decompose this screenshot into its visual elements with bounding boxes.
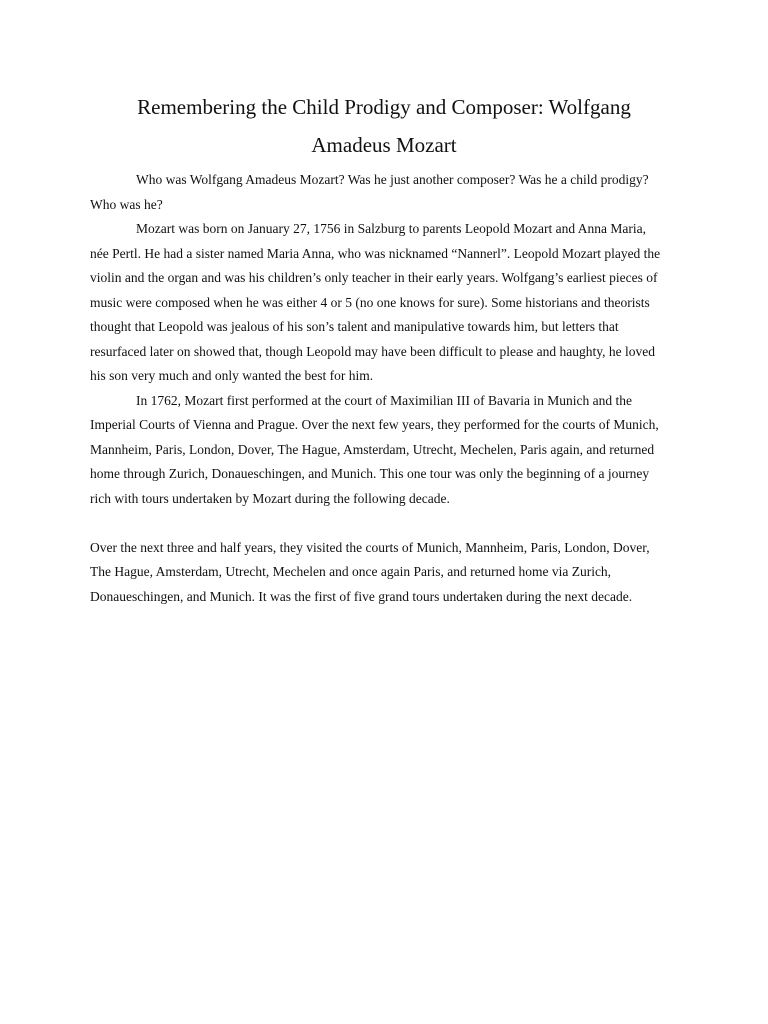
paragraph-line: resurfaced later on showed that, though Leopold may have been difficult to please and haughty, he loved (90, 343, 655, 359)
paragraph-line: Who was he? (90, 196, 163, 212)
paragraph (90, 168, 678, 217)
paragraph-line: home through Zurich, Donaueschingen, and Munich. This one tour was only the beginning of a journey (90, 466, 650, 481)
document-title (90, 88, 678, 164)
paragraph-line: violin and the organ and was his children’s only teacher in their early years. Wolfgang’s earliest pieces of (90, 270, 658, 285)
title-line: Remembering the Child Prodigy and Composer: Wolfgang (137, 95, 631, 119)
paragraph (90, 536, 678, 610)
paragraph-line: Imperial Courts of Vienna and Prague. Over the next few years, they performed for the courts of Munich, (90, 417, 659, 432)
paragraph-line: Who was Wolfgang Amadeus Mozart? Was he just another composer? Was he a child prodigy? (136, 172, 649, 187)
paragraph-line: his son very much and only wanted the best for him. (90, 368, 374, 383)
paragraph-line: thought that Leopold was jealous of his son’s talent and manipulative towards him, but letters that (90, 319, 619, 334)
paragraph-line: The Hague, Amsterdam, Utrecht, Mechelen and once again Paris, and returned home via Zurich, (90, 564, 612, 579)
paragraph-line: née Pertl. He had a sister named Maria Anna, who was nicknamed “Nannerl”. Leopold Mozart played the (90, 245, 661, 261)
paragraph-line: rich with tours undertaken by Mozart during the following decade. (90, 490, 450, 506)
document-body (90, 168, 678, 609)
paragraph-spacer (90, 511, 678, 536)
paragraph-line: In 1762, Mozart first performed at the court of Maximilian III of Bavaria in Munich and the (136, 392, 632, 408)
paragraph (90, 389, 678, 512)
paragraph-line: music were composed when he was either 4 or 5 (no one knows for sure). Some historians and theorists (90, 294, 650, 310)
paragraph-line: Mozart was born on January 27, 1756 in Salzburg to parents Leopold Mozart and Anna Maria, (136, 221, 647, 236)
paragraph (90, 217, 678, 389)
title-line: Amadeus Mozart (311, 133, 457, 157)
paragraph-line: Over the next three and half years, they visited the courts of Munich, Mannheim, Paris, London, Dover, (90, 539, 650, 555)
paragraph-line: Donaueschingen, and Munich. It was the first of five grand tours undertaken during the next decade. (90, 588, 633, 604)
paragraph-line: Mannheim, Paris, London, Dover, The Hague, Amsterdam, Utrecht, Mechelen, Paris again, and returned (90, 441, 655, 457)
